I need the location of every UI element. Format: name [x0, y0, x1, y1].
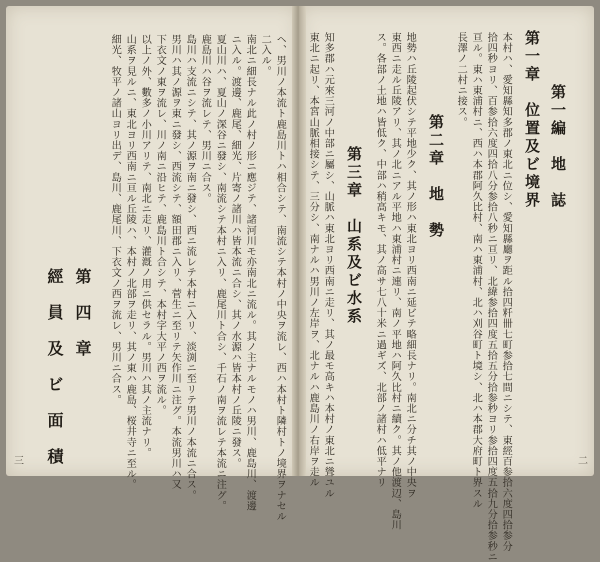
body-column: 二入ル。 — [259, 34, 271, 77]
body-column: 地勢ハ丘陵起伏シテ平地少ク、其ノ形ハ東北ヨリ西南ニ延ビテ略細長ナリ。南北ニ分チ其ノ中央ヲ — [404, 32, 416, 499]
chapter2-title: 第二章 地 勢 — [427, 114, 445, 240]
part-title: 第一編 地 誌 — [549, 84, 567, 210]
body-column: 細光、牧平ノ諸山ヨリ出デ、島川、鹿尾川、下衣文ノ西ヲ流レ、男川ニ合ス。 — [109, 34, 121, 405]
chapter3-title: 第三章 山系及ビ水系 — [345, 146, 363, 326]
body-column: 東北ニ起リ、本宮山脈相接シテ、三分シ、南ナルハ男川ノ左岸ヲ、北ナルハ鹿島川ノ右岸ヲ走ル — [307, 32, 319, 488]
page-number: 三 — [14, 456, 24, 467]
body-column: 知多郡ハ元來三河ノ中部ニ屬シ、山脈ハ東北ヨリ西南ニ走リ、其ノ最モ高キハ本村ノ東北ニ聳ユル — [322, 32, 334, 499]
book-spine — [292, 6, 306, 476]
body-column: ヘ、男川ノ本流ト鹿島川トハ相合シテ、南流シテ本村ノ中央ヲ流レ、西ハ本村ト隣村トノ境界ヲナセル — [274, 34, 286, 522]
left-page — [6, 6, 298, 522]
body-column: ニ入ル。渡邊、鹿尾、細光、片寄ノ諸川ハ皆本流ニ合シ、其ノ水源ハ皆本村ノ丘陵ニ發ス。 — [229, 34, 241, 469]
right-page — [300, 6, 594, 562]
body-column: 南北ニ細長ナル此ノ村ノ形ニ應ジテ、諸河川モ亦南北ニ流ル。其ノ主ナルモノハ男川、鹿島川、渡邊 — [244, 34, 256, 511]
body-column: 本村ハ、愛知縣知多郡ノ東北ニ位シ、愛知縣廳ヲ距ル拾四粁卌七町参拾七間ニシテ、東經百参拾六度四拾参分 — [500, 32, 512, 552]
page-number: 二 — [578, 456, 588, 467]
body-column: 長澤ノ二村ニ接ス。 — [455, 32, 467, 128]
body-column: 男川ハ其ノ源ヲ東ニ發シ、西流シテ、額田郡ニ入リ、菅生ニ至リテ矢作川ニ注グ。本流男川ハ又 — [169, 34, 181, 490]
body-column: 下衣文ノ東ヲ流レ、川ノ南ニ沿ヒテ、鹿島川ト合シテ、本村字大平ノ西ヲ流ル。 — [154, 34, 166, 416]
body-column: 拾四秒ヨリ、百参拾六度四拾八分参拾八秒ニ亘リ、北緯参拾四度五拾五分拾参秒ヨリ参拾四度五拾九分拾参秒ニ — [485, 32, 497, 562]
chapter4-title: 經 員 及 ビ 面 積 — [45, 268, 64, 466]
body-column: 鹿島川ハ谷ヲ流レテ、男川ニ合ス。 — [199, 34, 211, 204]
body-column: 亘ル。東ハ東浦村ニ、西ハ本郡阿久比村、南ハ東浦村、北ハ刈谷町ト境シ、北ハ本郡大府町ト界スル — [470, 32, 482, 509]
body-column: 島川ハ支流ニシテ、其ノ源ヲ南ニ發シ、西ニ流レテ本村ニ入リ、淡渕ニ至リテ男川ノ本流ニ合ス。 — [184, 34, 196, 501]
chapter1-title: 第一章 位置及ビ境界 — [523, 30, 541, 210]
body-column: ス。各部ノ土地ハ皆低ク、中部ハ稍高キモ、其ノ高サ七八十米ニ過ギズ、北部ノ諸村ハ低平ナリ — [374, 32, 386, 488]
chapter4-number: 第 四 章 — [73, 268, 92, 358]
body-column: 夏山川ハ、夏山ノ深谷ニ發シ、南流シテ本村ニ入リ、鹿尾川ト合シ、千石ノ南ヲ流レテ本流ニ注グ。 — [214, 34, 226, 511]
body-column: 東西ニ走ル丘陵アリ、其ノ北ニアル平地ハ東浦村ニ連リ、南ノ平地ハ阿久比村ニ續ク。其ノ他渡辺、島川 — [389, 32, 401, 531]
body-column: 以上ノ外、數多ノ小川アリテ、南北ニ走リ、灌漑ノ用ニ供セラル。男川ハ其ノ主流ナリ。 — [139, 34, 151, 458]
body-column: 山系ヲ見ルニ、東北ヨリ西南ニ亘ル丘陵ハ、本村ノ北部ヲ走リ、其ノ東ハ鹿島、桜井寺ニ至ル。 — [124, 34, 136, 490]
